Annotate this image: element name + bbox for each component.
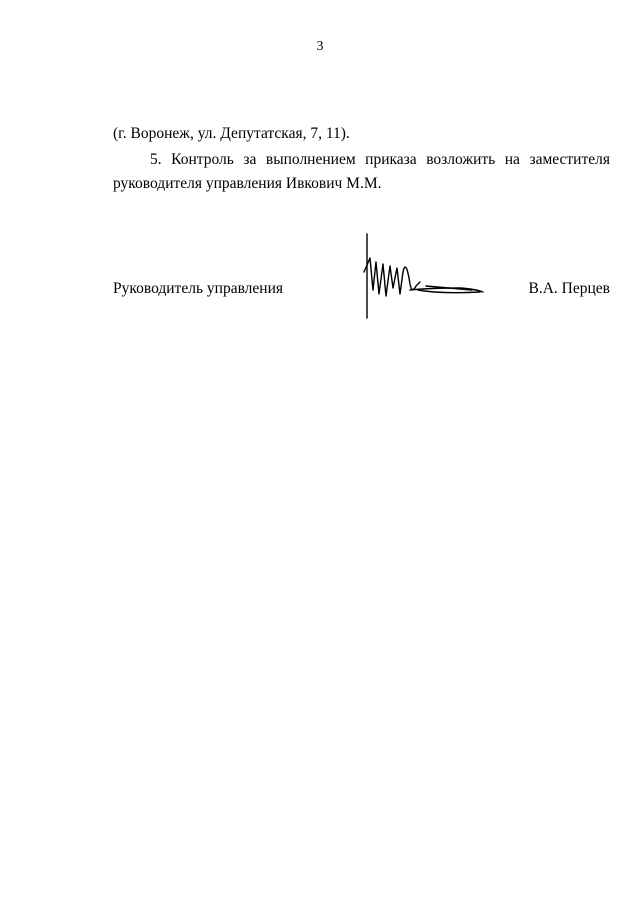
- signatory-name: В.А. Перцев: [528, 280, 610, 297]
- item-5-line-1: 5. Контроль за выполнением приказа возложить на заместителя: [150, 151, 610, 168]
- signature-icon: [340, 228, 500, 324]
- page-number: 3: [316, 39, 324, 54]
- signatory-title: Руководитель управления: [113, 280, 284, 297]
- address-line: (г. Воронеж, ул. Депутатская, 7, 11).: [113, 125, 350, 142]
- item-5-line-2: руководителя управления Ивкович М.М.: [113, 175, 382, 192]
